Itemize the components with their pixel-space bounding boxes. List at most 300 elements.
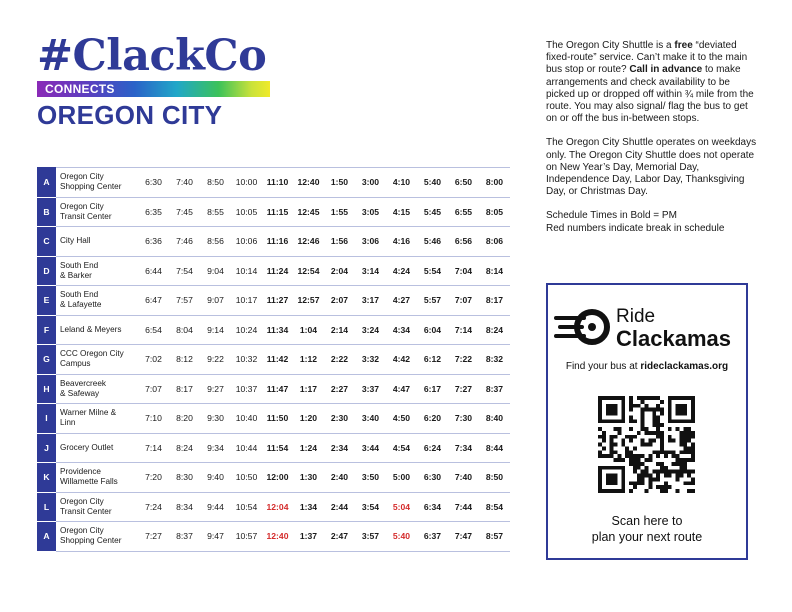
ride-clackamas-logo — [552, 299, 742, 355]
time-cell: 5:46 — [417, 227, 448, 257]
qr-module — [606, 481, 610, 485]
time-cell: 12:46 — [293, 227, 324, 257]
time-cell: 7:24 — [138, 492, 169, 522]
qr-module — [648, 454, 652, 458]
qr-module — [641, 415, 645, 419]
time-cell: 1:12 — [293, 345, 324, 375]
bus-wheel-icon — [554, 307, 612, 347]
qr-module — [645, 443, 649, 447]
qr-module — [641, 423, 645, 427]
qr-module — [687, 435, 691, 439]
time-cell: 7:07 — [448, 286, 479, 316]
table-row — [37, 433, 510, 463]
time-cell: 5:40 — [386, 522, 417, 552]
qr-module — [679, 450, 683, 454]
qr-module — [679, 419, 683, 423]
stop-name: Oregon City Transit Center — [56, 492, 138, 522]
qr-module — [676, 408, 680, 412]
qr-module — [625, 435, 629, 439]
time-cell: 8:57 — [479, 522, 510, 552]
qr-module — [614, 396, 618, 400]
info-paragraph-service: The Oregon City Shuttle is a free “deviated fixed-route” service. Can’t make it to the main bus stop or route? Call in advance to make arrangements and check availability to be picked up or dropped off within ¾ mile from the route. You may also signal/ flag the bus to get on or off the bus in-between stops. — [546, 40, 754, 125]
qr-module — [641, 408, 645, 412]
qr-module — [610, 481, 614, 485]
qr-module — [617, 466, 621, 470]
qr-module — [656, 485, 660, 489]
table-row — [37, 286, 510, 316]
qr-module — [621, 458, 625, 462]
qr-module — [614, 412, 618, 416]
time-cell: 7:14 — [138, 433, 169, 463]
qr-module — [652, 415, 656, 419]
qr-module — [668, 470, 672, 474]
brand-header — [37, 32, 270, 130]
qr-module — [629, 396, 633, 400]
table-row — [37, 345, 510, 375]
qr-module — [629, 481, 633, 485]
qr-module — [633, 462, 637, 466]
time-cell: 7:57 — [169, 286, 200, 316]
time-cell: 3:40 — [355, 404, 386, 434]
time-cell: 12:54 — [293, 256, 324, 286]
qr-module — [633, 435, 637, 439]
qr-module — [648, 439, 652, 443]
time-cell: 8:54 — [479, 492, 510, 522]
qr-module — [660, 466, 664, 470]
qr-module — [676, 470, 680, 474]
time-cell: 10:57 — [231, 522, 262, 552]
qr-module — [637, 477, 641, 481]
time-cell: 1:20 — [293, 404, 324, 434]
time-cell: 11:54 — [262, 433, 293, 463]
qr-module — [668, 400, 672, 404]
time-cell: 7:10 — [138, 404, 169, 434]
qr-module — [656, 450, 660, 454]
time-cell: 5:57 — [417, 286, 448, 316]
time-cell: 12:45 — [293, 197, 324, 227]
time-cell: 8:24 — [479, 315, 510, 345]
time-cell: 10:00 — [231, 168, 262, 198]
time-cell: 8:56 — [200, 227, 231, 257]
time-cell: 5:45 — [417, 197, 448, 227]
qr-module — [598, 466, 602, 470]
qr-module — [652, 408, 656, 412]
qr-module — [664, 485, 668, 489]
brand-gradient-bar — [37, 81, 270, 97]
time-cell: 3:06 — [355, 227, 386, 257]
time-cell: 9:07 — [200, 286, 231, 316]
find-bus-text: Find your bus at rideclackamas.org — [565, 361, 729, 372]
qr-module — [656, 396, 660, 400]
time-cell: 11:16 — [262, 227, 293, 257]
qr-module — [641, 443, 645, 447]
qr-module — [621, 415, 625, 419]
qr-module — [683, 481, 687, 485]
qr-module — [656, 423, 660, 427]
qr-module — [621, 408, 625, 412]
stop-letter: F — [37, 315, 56, 345]
qr-module — [621, 404, 625, 408]
qr-module — [617, 431, 621, 435]
time-cell: 2:47 — [324, 522, 355, 552]
qr-module — [652, 470, 656, 474]
qr-module — [660, 431, 664, 435]
qr-module — [679, 404, 683, 408]
qr-module — [610, 439, 614, 443]
time-cell: 9:47 — [200, 522, 231, 552]
time-cell: 7:07 — [138, 374, 169, 404]
time-cell: 6:34 — [417, 492, 448, 522]
qr-module — [679, 458, 683, 462]
qr-module — [691, 408, 695, 412]
time-cell: 9:40 — [200, 463, 231, 493]
time-cell: 8:04 — [169, 315, 200, 345]
qr-module — [633, 446, 637, 450]
qr-module — [637, 466, 641, 470]
time-cell: 2:34 — [324, 433, 355, 463]
time-cell: 2:07 — [324, 286, 355, 316]
time-cell: 7:45 — [169, 197, 200, 227]
qr-module — [691, 415, 695, 419]
qr-module — [606, 412, 610, 416]
qr-module — [637, 474, 641, 478]
stop-name: Oregon City Shopping Center — [56, 522, 138, 552]
time-cell: 4:34 — [386, 315, 417, 345]
qr-module — [598, 489, 602, 493]
qr-module — [629, 419, 633, 423]
qr-module — [683, 408, 687, 412]
qr-module — [621, 439, 625, 443]
qr-module — [687, 431, 691, 435]
qr-module — [664, 481, 668, 485]
table-row — [37, 227, 510, 257]
time-cell: 6:55 — [448, 197, 479, 227]
qr-module — [648, 485, 652, 489]
time-cell: 10:37 — [231, 374, 262, 404]
qr-module — [625, 450, 629, 454]
qr-module — [683, 435, 687, 439]
qr-module — [602, 489, 606, 493]
time-cell: 8:40 — [479, 404, 510, 434]
time-cell: 2:40 — [324, 463, 355, 493]
qr-module — [614, 474, 618, 478]
qr-module — [656, 404, 660, 408]
qr-module — [598, 408, 602, 412]
time-cell: 4:15 — [386, 197, 417, 227]
qr-module — [629, 462, 633, 466]
time-cell: 7:40 — [169, 168, 200, 198]
time-cell: 10:44 — [231, 433, 262, 463]
qr-module — [660, 400, 664, 404]
qr-module — [598, 415, 602, 419]
qr-module — [614, 466, 618, 470]
qr-module — [621, 400, 625, 404]
qr-module — [664, 470, 668, 474]
qr-module — [691, 454, 695, 458]
qr-module — [672, 439, 676, 443]
qr-code[interactable] — [598, 396, 695, 493]
qr-module — [679, 443, 683, 447]
time-cell: 8:12 — [169, 345, 200, 375]
time-cell: 2:04 — [324, 256, 355, 286]
time-cell: 10:40 — [231, 404, 262, 434]
table-row — [37, 256, 510, 286]
time-cell: 7:22 — [448, 345, 479, 375]
time-cell: 1:34 — [293, 492, 324, 522]
qr-module — [679, 439, 683, 443]
qr-module — [606, 404, 610, 408]
qr-module — [668, 435, 672, 439]
time-cell: 6:37 — [417, 522, 448, 552]
time-cell: 8:17 — [479, 286, 510, 316]
qr-module — [687, 427, 691, 431]
qr-module — [691, 458, 695, 462]
qr-module — [683, 396, 687, 400]
qr-module — [633, 419, 637, 423]
time-cell: 6:56 — [448, 227, 479, 257]
service-info — [546, 40, 761, 247]
qr-module — [660, 423, 664, 427]
qr-module — [679, 474, 683, 478]
qr-module — [614, 408, 618, 412]
qr-module — [691, 489, 695, 493]
qr-module — [683, 470, 687, 474]
time-cell: 5:40 — [417, 168, 448, 198]
qr-module — [648, 431, 652, 435]
qr-module — [656, 470, 660, 474]
qr-module — [610, 454, 614, 458]
time-cell: 6:17 — [417, 374, 448, 404]
ride-clackamas-card — [546, 283, 748, 560]
qr-module — [641, 474, 645, 478]
qr-module — [664, 450, 668, 454]
qr-module — [672, 470, 676, 474]
qr-module — [598, 485, 602, 489]
qr-module — [687, 439, 691, 443]
qr-module — [625, 454, 629, 458]
qr-module — [633, 454, 637, 458]
qr-module — [645, 470, 649, 474]
qr-module — [621, 485, 625, 489]
qr-module — [633, 466, 637, 470]
qr-module — [629, 450, 633, 454]
qr-module — [683, 439, 687, 443]
qr-module — [656, 415, 660, 419]
time-cell: 8:37 — [169, 522, 200, 552]
qr-module — [687, 474, 691, 478]
qr-module — [641, 396, 645, 400]
table-row — [37, 404, 510, 434]
qr-module — [633, 485, 637, 489]
time-cell: 3:17 — [355, 286, 386, 316]
qr-module — [660, 470, 664, 474]
ride-clackamas-wordmark: Ride Clackamas — [616, 306, 731, 351]
time-cell: 8:50 — [200, 168, 231, 198]
qr-module — [660, 489, 664, 493]
qr-module — [641, 454, 645, 458]
time-cell: 6:47 — [138, 286, 169, 316]
qr-module — [633, 404, 637, 408]
qr-module — [629, 415, 633, 419]
qr-module — [679, 408, 683, 412]
qr-module — [598, 481, 602, 485]
time-cell: 3:54 — [355, 492, 386, 522]
qr-module — [683, 446, 687, 450]
qr-module — [621, 474, 625, 478]
qr-module — [652, 431, 656, 435]
time-cell: 8:17 — [169, 374, 200, 404]
time-cell: 4:24 — [386, 256, 417, 286]
qr-module — [621, 412, 625, 416]
stop-name: CCC Oregon City Campus — [56, 345, 138, 375]
qr-module — [629, 427, 633, 431]
qr-module — [614, 481, 618, 485]
time-cell: 7:44 — [448, 492, 479, 522]
qr-module — [679, 435, 683, 439]
stop-name: South End & Lafayette — [56, 286, 138, 316]
qr-module — [621, 443, 625, 447]
qr-module — [629, 489, 633, 493]
qr-module — [679, 470, 683, 474]
qr-module — [687, 419, 691, 423]
qr-module — [629, 408, 633, 412]
qr-module — [660, 446, 664, 450]
qr-module — [683, 404, 687, 408]
table-row — [37, 197, 510, 227]
qr-module — [660, 439, 664, 443]
qr-module — [629, 439, 633, 443]
qr-module — [687, 446, 691, 450]
time-cell: 7:04 — [448, 256, 479, 286]
time-cell: 3:05 — [355, 197, 386, 227]
qr-module — [660, 485, 664, 489]
qr-module — [683, 466, 687, 470]
qr-module — [676, 454, 680, 458]
qr-module — [629, 454, 633, 458]
qr-module — [656, 427, 660, 431]
qr-module — [672, 462, 676, 466]
time-cell: 4:47 — [386, 374, 417, 404]
qr-module — [598, 454, 602, 458]
stop-letter: A — [37, 168, 56, 198]
qr-module — [676, 489, 680, 493]
time-cell: 4:27 — [386, 286, 417, 316]
qr-module — [691, 435, 695, 439]
qr-module — [687, 458, 691, 462]
time-cell: 10:32 — [231, 345, 262, 375]
brand-tagline: CONNECTS — [45, 82, 115, 96]
time-cell: 10:17 — [231, 286, 262, 316]
qr-module — [676, 474, 680, 478]
stop-name: Beavercreek & Safeway — [56, 374, 138, 404]
qr-module — [652, 450, 656, 454]
qr-module — [660, 412, 664, 416]
time-cell: 7:47 — [448, 522, 479, 552]
qr-module — [617, 419, 621, 423]
table-row — [37, 374, 510, 404]
time-cell: 1:50 — [324, 168, 355, 198]
time-cell: 6:30 — [417, 463, 448, 493]
qr-module — [633, 470, 637, 474]
qr-module — [610, 412, 614, 416]
qr-module — [637, 396, 641, 400]
stop-letter: I — [37, 404, 56, 434]
qr-module — [637, 454, 641, 458]
time-cell: 12:00 — [262, 463, 293, 493]
time-cell: 4:16 — [386, 227, 417, 257]
time-cell: 11:34 — [262, 315, 293, 345]
time-cell: 11:27 — [262, 286, 293, 316]
qr-module — [641, 477, 645, 481]
stop-letter: C — [37, 227, 56, 257]
qr-module — [676, 477, 680, 481]
time-cell: 7:14 — [448, 315, 479, 345]
qr-module — [637, 458, 641, 462]
qr-module — [641, 470, 645, 474]
time-cell: 1:55 — [324, 197, 355, 227]
qr-module — [614, 419, 618, 423]
time-cell: 7:20 — [138, 463, 169, 493]
scan-instructions: Scan here to plan your next route — [591, 514, 703, 544]
qr-module — [621, 419, 625, 423]
qr-module — [668, 415, 672, 419]
time-cell: 9:44 — [200, 492, 231, 522]
time-cell: 8:00 — [479, 168, 510, 198]
time-cell: 11:47 — [262, 374, 293, 404]
qr-module — [602, 396, 606, 400]
time-cell: 11:24 — [262, 256, 293, 286]
time-cell: 3:57 — [355, 522, 386, 552]
time-cell: 9:30 — [200, 404, 231, 434]
qr-module — [668, 396, 672, 400]
table-row — [37, 492, 510, 522]
time-cell: 2:44 — [324, 492, 355, 522]
qr-module — [637, 462, 641, 466]
qr-module — [691, 450, 695, 454]
time-cell: 5:00 — [386, 463, 417, 493]
qr-module — [676, 462, 680, 466]
qr-module — [614, 427, 618, 431]
qr-module — [602, 454, 606, 458]
time-cell: 10:06 — [231, 227, 262, 257]
qr-module — [617, 427, 621, 431]
qr-module — [691, 431, 695, 435]
time-cell: 3:32 — [355, 345, 386, 375]
time-cell: 7:40 — [448, 463, 479, 493]
qr-module — [660, 408, 664, 412]
time-cell: 3:44 — [355, 433, 386, 463]
time-cell: 6:50 — [448, 168, 479, 198]
time-cell: 8:20 — [169, 404, 200, 434]
time-cell: 9:34 — [200, 433, 231, 463]
qr-module — [602, 419, 606, 423]
qr-module — [598, 396, 602, 400]
time-cell: 9:14 — [200, 315, 231, 345]
qr-module — [672, 450, 676, 454]
time-cell: 12:57 — [293, 286, 324, 316]
table-row — [37, 463, 510, 493]
time-cell: 8:50 — [479, 463, 510, 493]
qr-module — [676, 427, 680, 431]
qr-module — [672, 454, 676, 458]
qr-module — [610, 474, 614, 478]
qr-module — [598, 404, 602, 408]
time-cell: 6:36 — [138, 227, 169, 257]
time-cell: 1:04 — [293, 315, 324, 345]
time-cell: 6:35 — [138, 197, 169, 227]
table-row — [37, 315, 510, 345]
website-link[interactable]: rideclackamas.org — [640, 361, 729, 372]
